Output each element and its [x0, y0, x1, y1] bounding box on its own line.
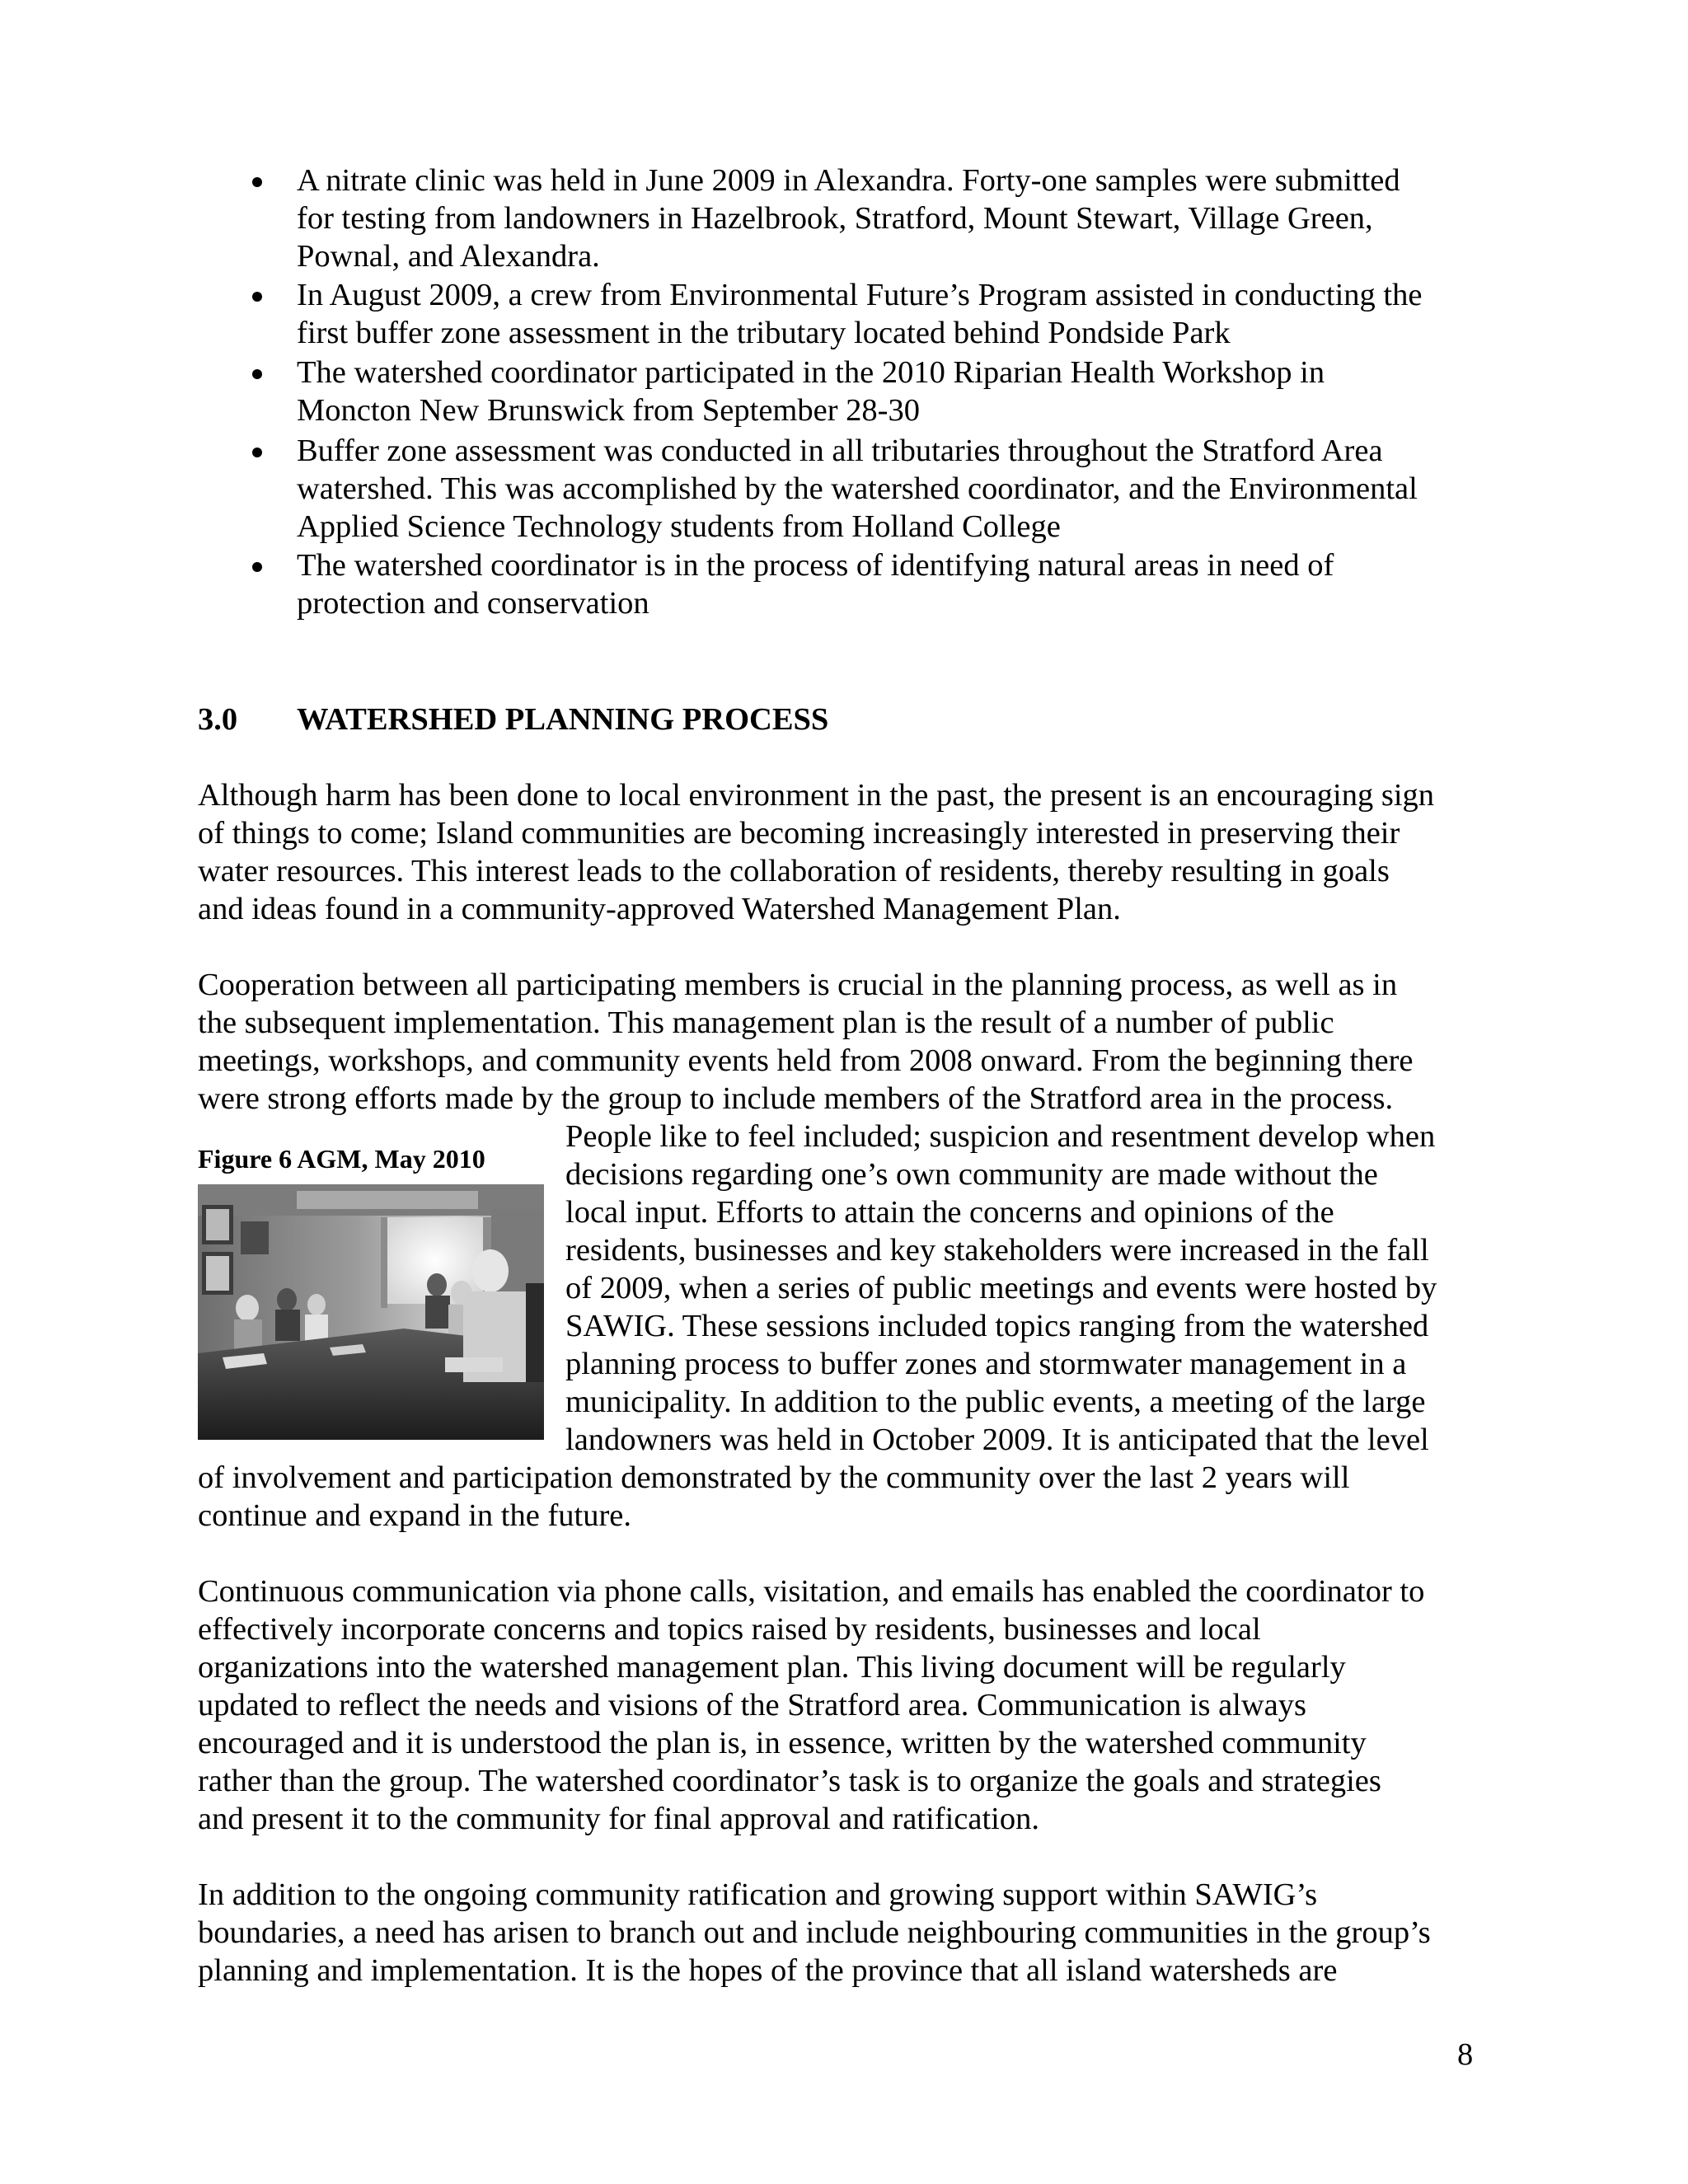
- bullet-line: The watershed coordinator participated in the 2010 Riparian Health Workshop in: [297, 355, 1325, 390]
- paragraph-line: updated to reflect the needs and visions of the Stratford area. Communication is always: [198, 1688, 1306, 1722]
- paragraph-line: boundaries, a need has arisen to branch out and include neighbouring communities in the group’s: [198, 1915, 1431, 1950]
- paragraph-line: encouraged and it is understood the plan is, in essence, written by the watershed community: [198, 1726, 1367, 1760]
- bullet-line: Buffer zone assessment was conducted in all tributaries throughout the Stratford Area: [297, 434, 1383, 468]
- bullet-line: first buffer zone assessment in the tributary located behind Pondside Park: [297, 316, 1231, 350]
- paragraph-line: and ideas found in a community-approved Watershed Management Plan.: [198, 892, 1121, 926]
- bullet-line: Pownal, and Alexandra.: [297, 239, 600, 274]
- bullet-marker: [252, 562, 262, 572]
- bullet-line: watershed. This was accomplished by the watershed coordinator, and the Environmental: [297, 471, 1418, 506]
- paragraph-line: water resources. This interest leads to the collaboration of residents, thereby resulting in goals: [198, 854, 1390, 888]
- paragraph-line: of things to come; Island communities are becoming increasingly interested in preserving their: [198, 816, 1400, 851]
- paragraph-line: Continuous communication via phone calls, visitation, and emails has enabled the coordinator to: [198, 1574, 1425, 1609]
- figure-caption: Figure 6 AGM, May 2010: [198, 1144, 485, 1174]
- paragraph-line: of involvement and participation demonstrated by the community over the last 2 years will: [198, 1460, 1350, 1495]
- paragraph-line: In addition to the ongoing community ratification and growing support within SAWIG’s: [198, 1877, 1318, 1912]
- meeting-photo: [198, 1184, 544, 1440]
- paragraph-line: local input. Efforts to attain the concerns and opinions of the: [565, 1195, 1334, 1230]
- paragraph-line: organizations into the watershed management plan. This living document will be regularly: [198, 1650, 1346, 1685]
- bullet-line: The watershed coordinator is in the process of identifying natural areas in need of: [297, 548, 1334, 583]
- bullet-line: protection and conservation: [297, 586, 649, 621]
- paragraph-line: Although harm has been done to local environment in the past, the present is an encouraging sign: [198, 778, 1435, 813]
- section-title: WATERSHED PLANNING PROCESS: [297, 702, 829, 737]
- paragraph-line: were strong efforts made by the group to include members of the Stratford area in the process.: [198, 1081, 1394, 1116]
- bullet-marker: [252, 292, 262, 302]
- paragraph-line: municipality. In addition to the public events, a meeting of the large: [565, 1385, 1426, 1419]
- bullet-line: for testing from landowners in Hazelbrook, Stratford, Mount Stewart, Village Green,: [297, 201, 1373, 236]
- bullet-line: Moncton New Brunswick from September 28-30: [297, 393, 920, 428]
- paragraph-line: rather than the group. The watershed coordinator’s task is to organize the goals and strategies: [198, 1764, 1381, 1798]
- bullet-marker: [252, 369, 262, 379]
- bullet-marker: [252, 448, 262, 457]
- bullet-line: In August 2009, a crew from Environmental Future’s Program assisted in conducting the: [297, 278, 1423, 312]
- bullet-line: A nitrate clinic was held in June 2009 in Alexandra. Forty-one samples were submitted: [297, 163, 1400, 198]
- paragraph-line: residents, businesses and key stakeholders were increased in the fall: [565, 1233, 1429, 1268]
- bullet-marker: [252, 177, 262, 187]
- bullet-line: Applied Science Technology students from Holland College: [297, 509, 1061, 544]
- paragraph-line: Cooperation between all participating members is crucial in the planning process, as well as in: [198, 968, 1398, 1002]
- page-number: 8: [1457, 2037, 1474, 2072]
- paragraph-line: decisions regarding one’s own community are made without the: [565, 1157, 1378, 1192]
- paragraph-line: planning process to buffer zones and stormwater management in a: [565, 1347, 1407, 1381]
- paragraph-line: and present it to the community for final approval and ratification.: [198, 1802, 1040, 1836]
- paragraph-line: planning and implementation. It is the hopes of the province that all island watersheds are: [198, 1953, 1338, 1988]
- paragraph-line: of 2009, when a series of public meetings and events were hosted by: [565, 1271, 1437, 1305]
- paragraph-line: effectively incorporate concerns and topics raised by residents, businesses and local: [198, 1612, 1261, 1647]
- section-number: 3.0: [198, 702, 238, 737]
- paragraph-line: meetings, workshops, and community events held from 2008 onward. From the beginning there: [198, 1043, 1414, 1078]
- paragraph-line: the subsequent implementation. This management plan is the result of a number of public: [198, 1005, 1334, 1040]
- paragraph-line: People like to feel included; suspicion and resentment develop when: [565, 1119, 1436, 1154]
- paragraph-line: SAWIG. These sessions included topics ranging from the watershed: [565, 1309, 1429, 1343]
- paragraph-line: continue and expand in the future.: [198, 1498, 631, 1533]
- paragraph-line: landowners was held in October 2009. It is anticipated that the level: [565, 1422, 1429, 1457]
